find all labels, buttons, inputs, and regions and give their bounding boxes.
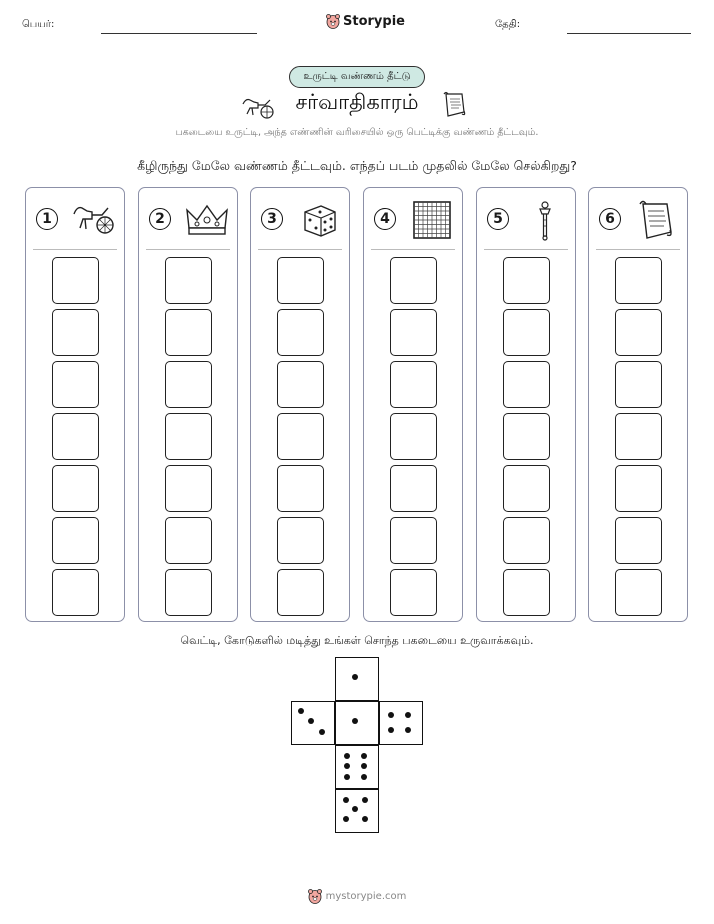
color-box[interactable] xyxy=(503,569,550,616)
column-divider xyxy=(33,249,117,250)
color-box[interactable] xyxy=(615,569,662,616)
color-box[interactable] xyxy=(390,309,437,356)
column-6 xyxy=(588,187,688,622)
column-4 xyxy=(363,187,463,622)
color-box[interactable] xyxy=(165,517,212,564)
activity-badge: உருட்டி வண்ணம் தீட்டு xyxy=(289,66,425,88)
color-box[interactable] xyxy=(52,361,99,408)
column-divider xyxy=(371,249,455,250)
pip xyxy=(352,674,358,680)
pip xyxy=(298,708,304,714)
column-number: 4 xyxy=(374,208,396,230)
dice-icon xyxy=(295,198,343,242)
footer xyxy=(0,888,714,904)
color-box[interactable] xyxy=(52,517,99,564)
color-box[interactable] xyxy=(52,465,99,512)
column-5 xyxy=(476,187,576,622)
color-box[interactable] xyxy=(165,465,212,512)
pip xyxy=(344,753,350,759)
crown-icon xyxy=(183,198,231,242)
color-box[interactable] xyxy=(615,413,662,460)
color-box[interactable] xyxy=(165,257,212,304)
pip xyxy=(319,729,325,735)
date-label: தேதி: xyxy=(495,19,521,30)
color-box[interactable] xyxy=(503,257,550,304)
color-box[interactable] xyxy=(503,309,550,356)
color-box[interactable] xyxy=(52,569,99,616)
pip xyxy=(405,727,411,733)
pip xyxy=(352,718,358,724)
dice-face-1 xyxy=(335,701,379,745)
scroll-icon xyxy=(633,198,681,242)
scepter-icon xyxy=(521,198,569,242)
color-box[interactable] xyxy=(615,257,662,304)
scroll-icon xyxy=(440,90,470,120)
name-line[interactable] xyxy=(101,33,257,34)
column-number: 1 xyxy=(36,208,58,230)
pip xyxy=(344,774,350,780)
color-box[interactable] xyxy=(165,361,212,408)
color-box[interactable] xyxy=(52,309,99,356)
pip xyxy=(352,806,358,812)
date-line[interactable] xyxy=(567,33,691,34)
storypie-mascot-icon xyxy=(326,13,340,29)
dice-face-4 xyxy=(379,701,423,745)
instruction: கீழிருந்து மேலே வண்ணம் தீட்டவும். எந்தப் படம் முதலில் மேலே செல்கிறது? xyxy=(137,158,577,173)
color-box[interactable] xyxy=(277,465,324,512)
color-box[interactable] xyxy=(165,569,212,616)
color-box[interactable] xyxy=(390,465,437,512)
dice-face-3 xyxy=(291,701,335,745)
color-box[interactable] xyxy=(503,361,550,408)
pip xyxy=(388,712,394,718)
color-box[interactable] xyxy=(52,413,99,460)
color-box[interactable] xyxy=(390,257,437,304)
color-box[interactable] xyxy=(615,465,662,512)
column-number: 2 xyxy=(149,208,171,230)
subtitle: பகடையை உருட்டி, அந்த எண்ணின் வரிசையில் ஒரு பெட்டிக்கு வண்ணம் தீட்டவும். xyxy=(175,127,539,138)
color-box[interactable] xyxy=(165,309,212,356)
color-box[interactable] xyxy=(277,413,324,460)
pip xyxy=(362,797,368,803)
color-box[interactable] xyxy=(277,569,324,616)
color-box[interactable] xyxy=(390,361,437,408)
column-number: 3 xyxy=(261,208,283,230)
pip xyxy=(361,774,367,780)
column-3 xyxy=(250,187,350,622)
pip xyxy=(343,816,349,822)
column-divider xyxy=(484,249,568,250)
pip xyxy=(361,753,367,759)
dice-face-6 xyxy=(335,745,379,789)
color-box[interactable] xyxy=(615,309,662,356)
chariot-icon xyxy=(70,198,118,242)
color-box[interactable] xyxy=(277,361,324,408)
column-divider xyxy=(258,249,342,250)
color-box[interactable] xyxy=(52,257,99,304)
cutout-instruction: வெட்டி, கோடுகளில் மடித்து உங்கள் சொந்த பகடையை உருவாக்கவும். xyxy=(180,634,534,647)
column-divider xyxy=(146,249,230,250)
color-box[interactable] xyxy=(503,517,550,564)
color-box[interactable] xyxy=(277,309,324,356)
pip xyxy=(361,763,367,769)
color-box[interactable] xyxy=(615,517,662,564)
brand-logo xyxy=(326,13,405,29)
color-box[interactable] xyxy=(503,413,550,460)
dice-face-1 xyxy=(335,657,379,701)
brand-name: Storypie xyxy=(343,13,405,29)
footer-url[interactable]: mystorypie.com xyxy=(325,890,407,902)
color-box[interactable] xyxy=(615,361,662,408)
dice-face-5 xyxy=(335,789,379,833)
column-number: 5 xyxy=(487,208,509,230)
color-box[interactable] xyxy=(503,465,550,512)
pip xyxy=(308,718,314,724)
pip xyxy=(405,712,411,718)
color-box[interactable] xyxy=(390,413,437,460)
page-title: சர்வாதிகாரம் xyxy=(295,90,419,114)
column-2 xyxy=(138,187,238,622)
color-box[interactable] xyxy=(277,517,324,564)
pip xyxy=(343,797,349,803)
pip xyxy=(362,816,368,822)
grid-board-icon xyxy=(408,198,456,242)
color-box[interactable] xyxy=(165,413,212,460)
color-box[interactable] xyxy=(390,569,437,616)
column-divider xyxy=(596,249,680,250)
pip xyxy=(344,763,350,769)
column-number: 6 xyxy=(599,208,621,230)
storypie-mascot-icon xyxy=(308,888,322,904)
name-label: பெயர்: xyxy=(22,19,55,30)
pip xyxy=(388,727,394,733)
column-1 xyxy=(25,187,125,622)
color-box[interactable] xyxy=(277,257,324,304)
color-box[interactable] xyxy=(390,517,437,564)
